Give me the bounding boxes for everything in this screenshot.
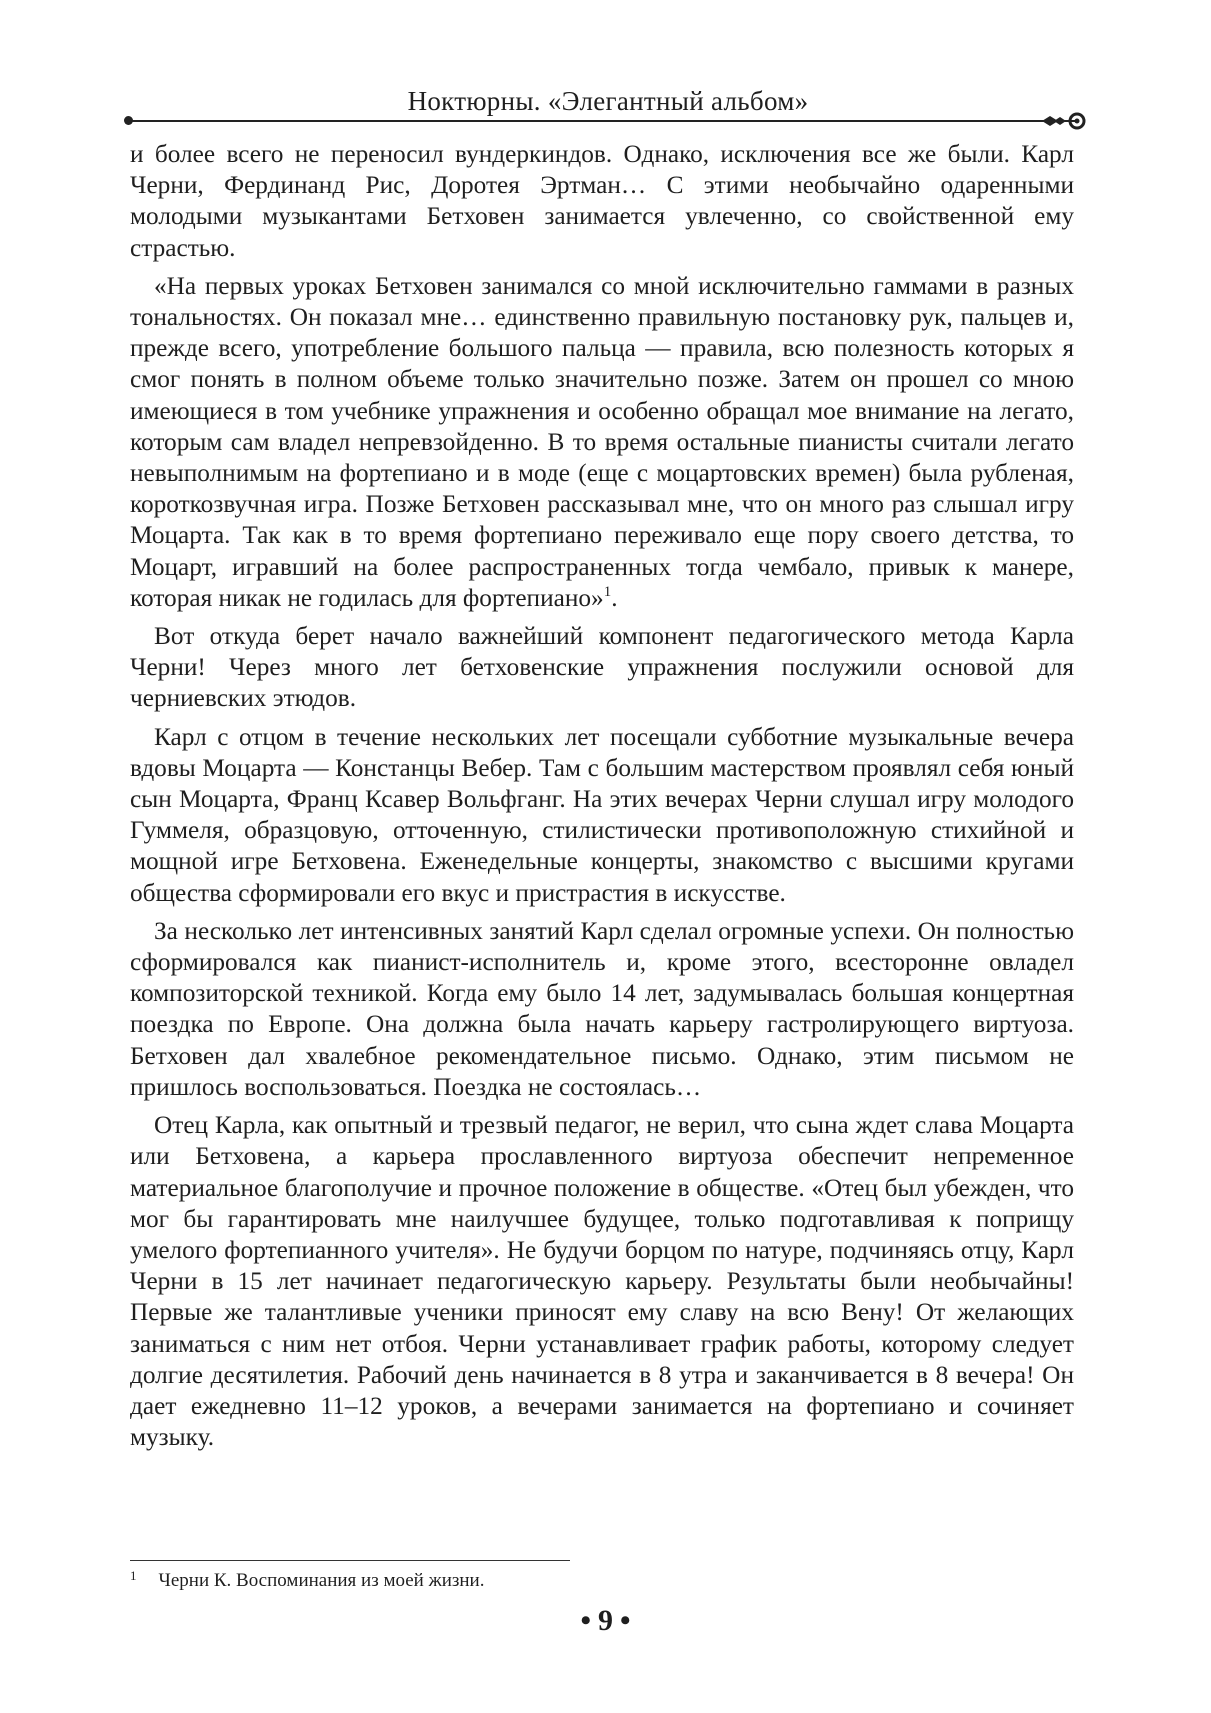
page-number-bullet-left: • (580, 1604, 591, 1637)
paragraph-quote (130, 271, 1074, 614)
body-text (130, 139, 1074, 1460)
paragraph: и более всего не переносил вундеркиндов. Однако, исключения все же были. Карл Черни, Фердинанд Рис, Доротея Эртман… С этими необычайно одаренными молодыми музыкантами Бетховен занимается увлеченно, со свойственной ему страстью. (130, 140, 1074, 262)
paragraph-quote-text: «На первых уроках Бетховен занимался со мной исключительно гаммами в разных тональностях. Он показал мне… единственно правильную постановку рук, пальцев и, прежде всего, употребление большого пальца — правила, всю полезность которых я смог понять в полном объеме только значительно позже. Затем он прошел со мною имеющиеся в том учебнике упражнения и особенно обращал мое внимание на легато, которым сам владел непревзойденно. В то время остальные пианисты считали легато невыполнимым на фортепиано и в моде (еще с моцартовских времен) была рубленая, короткозвучная игра. Позже Бетховен рассказывал мне, что он много раз слышал игру Моцарта. Так как в то время фортепиано переживало еще пору своего детства, то Моцарт, игравший на более распространенных тогда чембало, привык к манере, которая никак не годилась для фортепиано» (130, 271, 1074, 612)
footnote-marker: 1 (130, 1568, 137, 1583)
footnote-divider (130, 1560, 570, 1561)
footnote-reference: 1 (603, 583, 612, 600)
page-number (0, 1604, 1211, 1638)
paragraph: Вот откуда берет начало важнейший компонент педагогического метода Карла Черни! Через много лет бетховенские упражнения послужили основой для черниевских этюдов. (130, 622, 1074, 713)
header-rule (128, 120, 1076, 122)
footnote (130, 1569, 484, 1594)
footnote-reference-suffix: . (611, 583, 618, 612)
paragraph: За несколько лет интенсивных занятий Карл сделал огромные успехи. Он полностью сформировался как пианист-исполнитель и, кроме этого, всесторонне овладел композиторской техникой. Когда ему было 14 лет, задумывалась большая концертная поездка по Европе. Она должна была начать карьеру гастролирующего виртуоза. Бетховен дал хвалебное рекомендательное письмо. Однако, этим письмом не пришлось воспользоваться. Поездка не состоялась… (130, 916, 1074, 1101)
page-number-bullet-right: • (620, 1604, 631, 1637)
paragraph: Отец Карла, как опытный и трезвый педагог, не верил, что сына ждет слава Моцарта или Бетховена, а карьера прославленного виртуоза обеспечит непременное материальное благополучие и прочное положение в обществе. «Отец был убежден, что мог бы гарантировать мне наилучшее будущее, только подготавливая к поприщу умелого фортепианного учителя». Не будучи борцом по натуре, подчиняясь отцу, Карл Черни в 15 лет начинает педагогическую карьеру. Результаты были необычайны! Первые же талантливые ученики приносят ему славу на всю Вену! От желающих заниматься с ним нет отбоя. Черни устанавливает график работы, которому следует долгие десятилетия. Рабочий день начинается в 8 утра и заканчивается в 8 вечера! Он дает ежедневно 11–12 уроков, а вечерами занимается на фортепиано и сочиняет музыку. (130, 1111, 1074, 1452)
running-title: Ноктюрны. «Элегантный альбом» (407, 86, 809, 116)
header-ornament-icon (1040, 109, 1090, 133)
page-number-value: 9 (598, 1604, 613, 1637)
paragraph: Карл с отцом в течение нескольких лет посещали субботние музыкальные вечера вдовы Моцарта — Констанцы Вебер. Там с большим мастерством проявлял себя юный сын Моцарта, Франц Ксавер Вольфганг. На этих вечерах Черни слушал игру молодого Гуммеля, образцовую, отточенную, стилистически противоположную стихийной и мощной игре Бетховена. Еженедельные концерты, знакомство с высшими кругами общества сформировали его вкус и пристрастия в искусстве. (130, 722, 1074, 907)
footnote-text: Черни К. Воспоминания из моей жизни. (158, 1570, 485, 1591)
